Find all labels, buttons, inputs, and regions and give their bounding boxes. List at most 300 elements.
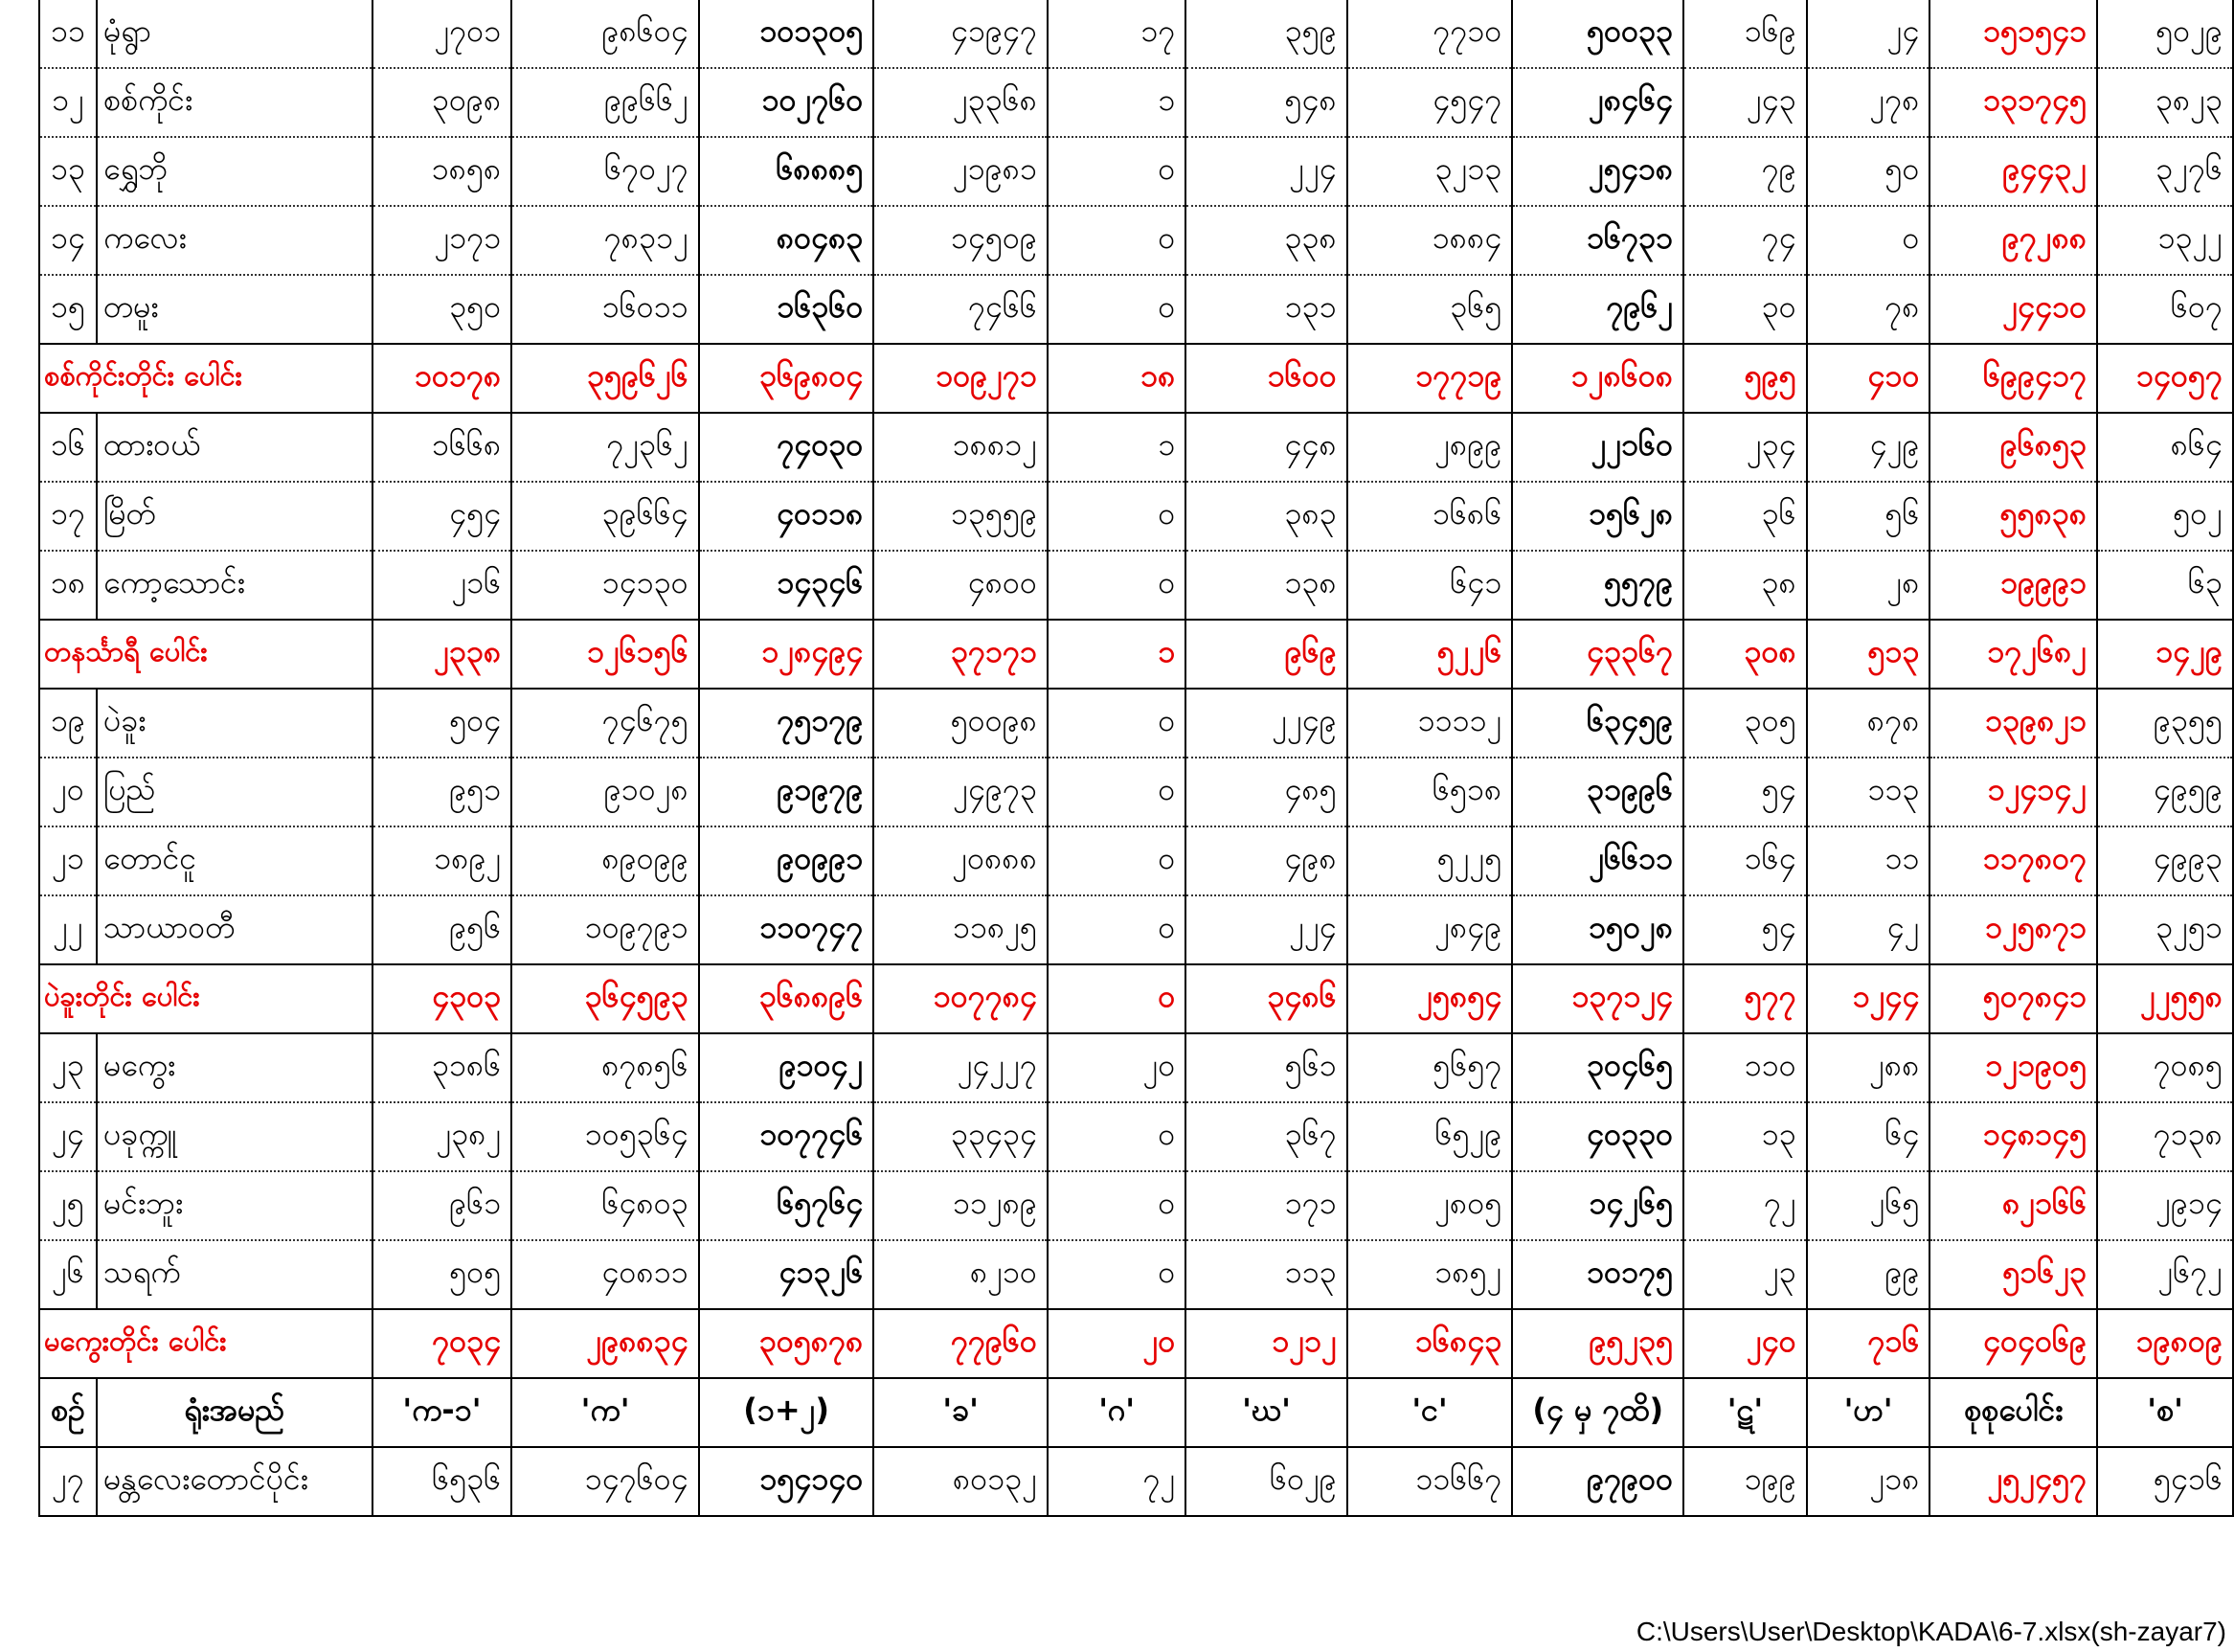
total-label: ပဲခူးတိုင်း ပေါင်း — [39, 964, 372, 1033]
value-cell: ၁၃၅၅၉ — [873, 482, 1048, 551]
row-number: ၁၂ — [39, 68, 97, 137]
value-cell: ၂၂၄၉ — [1185, 689, 1346, 758]
header-cell: 'ဃ' — [1185, 1378, 1346, 1447]
value-cell: ၁ — [1048, 413, 1185, 482]
value-cell: ၄၀၈၁၁ — [511, 1240, 699, 1309]
value-cell: ၁၈၈၁၂ — [873, 413, 1048, 482]
office-name: သာယာဝတီ — [97, 895, 372, 964]
total-cell: ၁၂၆၁၅၆ — [511, 620, 699, 689]
office-name: မင်းဘူး — [97, 1171, 372, 1240]
total-cell: ၄၀၄၀၆၉ — [1929, 1309, 2097, 1378]
value-cell: ၃၆၇ — [1185, 1102, 1346, 1171]
value-cell: ၁ — [1048, 68, 1185, 137]
value-cell: ၂၂၁၆၀ — [1512, 413, 1683, 482]
total-cell: ၃၄၈၆ — [1185, 964, 1346, 1033]
total-cell: ၁၇၇၁၉ — [1347, 344, 1513, 413]
value-cell: ၀ — [1048, 206, 1185, 275]
table-row — [39, 206, 2233, 275]
value-cell: ၇၈ — [1807, 275, 1930, 344]
value-cell: ၀ — [1048, 758, 1185, 826]
value-cell: ၂၀ — [1048, 1033, 1185, 1102]
total-cell: ၅၁၃ — [1807, 620, 1930, 689]
total-cell: ၀ — [1048, 964, 1185, 1033]
value-cell: ၀ — [1048, 137, 1185, 206]
office-name: မန္တလေးတောင်ပိုင်း — [97, 1447, 372, 1516]
header-cell: ရုံးအမည် — [97, 1378, 372, 1447]
header-cell: 'ဟ' — [1807, 1378, 1930, 1447]
value-cell: ၄၈၅ — [1185, 758, 1346, 826]
value-cell: ၁၀၁၃၀၅ — [699, 0, 874, 68]
value-cell: ၃၀၅ — [1683, 689, 1807, 758]
value-cell: ၆၄၈၀၃ — [511, 1171, 699, 1240]
value-cell: ၇၇၁၀ — [1347, 0, 1513, 68]
value-cell: ၁၃ — [1683, 1102, 1807, 1171]
table-row — [39, 1240, 2233, 1309]
value-cell: ၁၃၁ — [1185, 275, 1346, 344]
value-cell: ၀ — [1048, 275, 1185, 344]
file-path-footer: C:\Users\User\Desktop\KADA\6-7.xlsx(sh-zayar7) — [1636, 1617, 2226, 1646]
value-cell: ၇၂၃၆၂ — [511, 413, 699, 482]
office-name: သရက် — [97, 1240, 372, 1309]
value-cell: ၇၉ — [1683, 137, 1807, 206]
value-cell: ၆၅၃၆ — [372, 1447, 512, 1516]
value-cell: ၅၀၄ — [372, 689, 512, 758]
table-row — [39, 413, 2233, 482]
value-cell: ၁၃၁၇၄၅ — [1929, 68, 2097, 137]
value-cell: ၆၄ — [1807, 1102, 1930, 1171]
table-row — [39, 275, 2233, 344]
row-number: ၂၇ — [39, 1447, 97, 1516]
value-cell: ၃၁၉၉၆ — [1512, 758, 1683, 826]
header-cell: 'ဋ' — [1683, 1378, 1807, 1447]
header-cell: (၁+၂) — [699, 1378, 874, 1447]
total-cell: ၂၅၈၅၄ — [1347, 964, 1513, 1033]
office-name: ပဲခူး — [97, 689, 372, 758]
value-cell: ၂၇၀၁ — [372, 0, 512, 68]
total-cell: ၄၃၀၃ — [372, 964, 512, 1033]
table-row — [39, 137, 2233, 206]
total-cell: ၅၉၅ — [1683, 344, 1807, 413]
value-cell: ၅၀၅ — [372, 1240, 512, 1309]
value-cell: ၉၈၆၀၄ — [511, 0, 699, 68]
value-cell: ၆၃၄၅၉ — [1512, 689, 1683, 758]
value-cell: ၁၁ — [1807, 826, 1930, 895]
value-cell: ၅၆ — [1807, 482, 1930, 551]
value-cell: ၂၅၂၄၅၇ — [1929, 1447, 2097, 1516]
value-cell: ၁၂၁၉၀၅ — [1929, 1033, 2097, 1102]
value-cell: ၁၁၀၇၄၇ — [699, 895, 874, 964]
value-cell: ၂၄၉၇၃ — [873, 758, 1048, 826]
row-number: ၂၀ — [39, 758, 97, 826]
value-cell: ၀ — [1048, 1102, 1185, 1171]
table-row — [39, 482, 2233, 551]
total-cell: ၁၆၈၄၃ — [1347, 1309, 1513, 1378]
total-cell: ၃၇၁၇၁ — [873, 620, 1048, 689]
total-cell: ၃၀၅၈၇၈ — [699, 1309, 874, 1378]
value-cell: ၄၂၉ — [1807, 413, 1930, 482]
value-cell: ၁၀၅၃၆၄ — [511, 1102, 699, 1171]
value-cell: ၇၄ — [1683, 206, 1807, 275]
value-cell: ၁၁၀ — [1683, 1033, 1807, 1102]
value-cell: ၃၂၅၁ — [2097, 895, 2233, 964]
header-row — [39, 1378, 2233, 1447]
value-cell: ၉၉ — [1807, 1240, 1930, 1309]
header-cell: 'ဂ' — [1048, 1378, 1185, 1447]
row-number: ၁၆ — [39, 413, 97, 482]
row-number: ၁၁ — [39, 0, 97, 68]
office-name: မြိတ် — [97, 482, 372, 551]
value-cell: ၈၀၁၃၂ — [873, 1447, 1048, 1516]
total-cell: ၄၃၃၆၇ — [1512, 620, 1683, 689]
header-cell: 'စ' — [2097, 1378, 2233, 1447]
value-cell: ၂၁၉၈၁ — [873, 137, 1048, 206]
header-cell: စဉ် — [39, 1378, 97, 1447]
table-row — [39, 1447, 2233, 1516]
value-cell: ၅၀ — [1807, 137, 1930, 206]
data-table — [38, 0, 2234, 1517]
value-cell: ၇၂ — [1048, 1447, 1185, 1516]
total-cell: ၆၉၉၄၁၇ — [1929, 344, 2097, 413]
total-cell: ၁၄၂၉ — [2097, 620, 2233, 689]
value-cell: ၆၄၁ — [1347, 551, 1513, 620]
value-cell: ၂၀၈၈၈ — [873, 826, 1048, 895]
value-cell: ၂၁၇၁ — [372, 206, 512, 275]
value-cell: ၉၆၈၅၃ — [1929, 413, 2097, 482]
value-cell: ၈၂၁၀ — [873, 1240, 1048, 1309]
value-cell: ၉၅၁ — [372, 758, 512, 826]
total-cell: ၁၆၀၀ — [1185, 344, 1346, 413]
value-cell: ၂၃၄ — [1683, 413, 1807, 482]
value-cell: ၆၈၈၈၅ — [699, 137, 874, 206]
value-cell: ၉၇၉၀၀ — [1512, 1447, 1683, 1516]
row-number: ၁၄ — [39, 206, 97, 275]
value-cell: ၃၁၈၆ — [372, 1033, 512, 1102]
value-cell: ၄၀၁၁၈ — [699, 482, 874, 551]
value-cell: ၅၀၀၉၈ — [873, 689, 1048, 758]
total-cell: ၄၁၀ — [1807, 344, 1930, 413]
value-cell: ၁၁၈၂၅ — [873, 895, 1048, 964]
value-cell: ၆၅၂၉ — [1347, 1102, 1513, 1171]
value-cell: ၄၉၅၉ — [2097, 758, 2233, 826]
value-cell: ၆၃ — [2097, 551, 2233, 620]
value-cell: ၈၇၈ — [1807, 689, 1930, 758]
value-cell: ၉၉၆၆၂ — [511, 68, 699, 137]
office-name: တမူး — [97, 275, 372, 344]
value-cell: ၁၅၀၂၈ — [1512, 895, 1683, 964]
total-cell: ၁၂၁၂ — [1185, 1309, 1346, 1378]
value-cell: ၄၁၉၄၇ — [873, 0, 1048, 68]
value-cell: ၉၀၉၉၁ — [699, 826, 874, 895]
office-name: ကော့သောင်း — [97, 551, 372, 620]
value-cell: ၁၁၃ — [1185, 1240, 1346, 1309]
value-cell: ၈၆၄ — [2097, 413, 2233, 482]
value-cell: ၁၆၀၁၁ — [511, 275, 699, 344]
office-name: တောင်ငူ — [97, 826, 372, 895]
value-cell: ၁၈၈၄ — [1347, 206, 1513, 275]
value-cell: ၃၂၁၃ — [1347, 137, 1513, 206]
total-cell: ၃၆၉၈၀၄ — [699, 344, 874, 413]
total-cell: ၂၉၈၈၃၄ — [511, 1309, 699, 1378]
value-cell: ၃၀၉၈ — [372, 68, 512, 137]
row-number: ၁၃ — [39, 137, 97, 206]
value-cell: ၁၈၅၂ — [1347, 1240, 1513, 1309]
value-cell: ၇၄၀၃၀ — [699, 413, 874, 482]
value-cell: ၁၄၂၆၅ — [1512, 1171, 1683, 1240]
value-cell: ၁၀၉၇၉၁ — [511, 895, 699, 964]
row-number: ၂၁ — [39, 826, 97, 895]
row-number: ၂၆ — [39, 1240, 97, 1309]
value-cell: ၉၄၄၃၂ — [1929, 137, 2097, 206]
value-cell: ၂၈ — [1807, 551, 1930, 620]
value-cell: ၃၈၃ — [1185, 482, 1346, 551]
value-cell: ၈၇၈၅၆ — [511, 1033, 699, 1102]
value-cell: ၁၃၂၂ — [2097, 206, 2233, 275]
table-row — [39, 551, 2233, 620]
total-cell: ၃၅၉၆၂၆ — [511, 344, 699, 413]
value-cell: ၃၂၇၆ — [2097, 137, 2233, 206]
value-cell: ၂၂၄ — [1185, 895, 1346, 964]
total-cell: ၁ — [1048, 620, 1185, 689]
value-cell: ၁၆၈၆ — [1347, 482, 1513, 551]
value-cell: ၅၀၂၉ — [2097, 0, 2233, 68]
value-cell: ၁၅၄၁၄၀ — [699, 1447, 874, 1516]
value-cell: ၃၈၂၃ — [2097, 68, 2233, 137]
value-cell: ၁၆၆၈ — [372, 413, 512, 482]
table-row — [39, 1102, 2233, 1171]
total-row — [39, 1309, 2233, 1378]
value-cell: ၀ — [1048, 689, 1185, 758]
value-cell: ၁၀၂၇၆၀ — [699, 68, 874, 137]
value-cell: ၀ — [1048, 551, 1185, 620]
value-cell: ၅၆၁ — [1185, 1033, 1346, 1102]
value-cell: ၁၄၈၁၄၅ — [1929, 1102, 2097, 1171]
value-cell: ၀ — [1807, 206, 1930, 275]
value-cell: ၉၁၀၂၈ — [511, 758, 699, 826]
value-cell: ၃၅၀ — [372, 275, 512, 344]
value-cell: ၁၁၂၈၉ — [873, 1171, 1048, 1240]
table-row — [39, 0, 2233, 68]
total-cell: ၁၀၁၇၈ — [372, 344, 512, 413]
value-cell: ၅၅၈၃၈ — [1929, 482, 2097, 551]
total-cell: ၁၂၄၄ — [1807, 964, 1930, 1033]
row-number: ၂၄ — [39, 1102, 97, 1171]
total-cell: ၃၀၈ — [1683, 620, 1807, 689]
office-name: မုံရွာ — [97, 0, 372, 68]
value-cell: ၇၂ — [1683, 1171, 1807, 1240]
row-number: ၂၃ — [39, 1033, 97, 1102]
value-cell: ၂၈၄၉ — [1347, 895, 1513, 964]
header-cell: 'က' — [511, 1378, 699, 1447]
value-cell: ၅၄၈ — [1185, 68, 1346, 137]
header-cell: (၄ မှ ၇ထိ) — [1512, 1378, 1683, 1447]
value-cell: ၁၀၁၇၅ — [1512, 1240, 1683, 1309]
value-cell: ၂၄၃ — [1683, 68, 1807, 137]
total-cell: ၃၆၈၈၉၆ — [699, 964, 874, 1033]
value-cell: ၅၂၂၅ — [1347, 826, 1513, 895]
total-cell: ၂၄၀ — [1683, 1309, 1807, 1378]
value-cell: ၂၁၈ — [1807, 1447, 1930, 1516]
value-cell: ၉၅၆ — [372, 895, 512, 964]
value-cell: ၁၀၇၇၄၆ — [699, 1102, 874, 1171]
value-cell: ၁၈၉၂ — [372, 826, 512, 895]
table-body — [39, 0, 2233, 1516]
total-cell: ၇၀၃၄ — [372, 1309, 512, 1378]
value-cell: ၉၆၁ — [372, 1171, 512, 1240]
value-cell: ၁၁၆၆၇ — [1347, 1447, 1513, 1516]
value-cell: ၂၈၈ — [1807, 1033, 1930, 1102]
value-cell: ၃၆ — [1683, 482, 1807, 551]
value-cell: ၁၆၄ — [1683, 826, 1807, 895]
value-cell: ၂၉၁၄ — [2097, 1171, 2233, 1240]
value-cell: ၃၉၆၆၄ — [511, 482, 699, 551]
value-cell: ၂၈၉၉ — [1347, 413, 1513, 482]
office-name: ထားဝယ် — [97, 413, 372, 482]
value-cell: ၆၅၇၆၄ — [699, 1171, 874, 1240]
office-name: ပြည် — [97, 758, 372, 826]
value-cell: ၂၈၄၆၄ — [1512, 68, 1683, 137]
total-label: တနင်္သာရီ ပေါင်း — [39, 620, 372, 689]
value-cell: ၂၃ — [1683, 1240, 1807, 1309]
header-cell: 'င' — [1347, 1378, 1513, 1447]
value-cell: ၁၁၁၁၂ — [1347, 689, 1513, 758]
value-cell: ၁၁၇၈၀၇ — [1929, 826, 2097, 895]
value-cell: ၂၂၄ — [1185, 137, 1346, 206]
total-cell: ၁၂၈၄၉၄ — [699, 620, 874, 689]
value-cell: ၁၁၃ — [1807, 758, 1930, 826]
total-label: မကွေးတိုင်း ပေါင်း — [39, 1309, 372, 1378]
table-row — [39, 895, 2233, 964]
value-cell: ၇၁၃၈ — [2097, 1102, 2233, 1171]
total-cell: ၃၆၄၅၉၃ — [511, 964, 699, 1033]
value-cell: ၃၃၈ — [1185, 206, 1346, 275]
value-cell: ၉၇၂၈၈ — [1929, 206, 2097, 275]
value-cell: ၂၁၆ — [372, 551, 512, 620]
value-cell: ၃၀၄၆၅ — [1512, 1033, 1683, 1102]
header-cell: 'က-၁' — [372, 1378, 512, 1447]
total-cell: ၁၀၇၇၈၄ — [873, 964, 1048, 1033]
value-cell: ၂၇၈ — [1807, 68, 1930, 137]
total-cell: ၁၇၂၆၈၂ — [1929, 620, 2097, 689]
value-cell: ၁၂၅၈၇၁ — [1929, 895, 2097, 964]
value-cell: ၃၀ — [1683, 275, 1807, 344]
row-number: ၁၈ — [39, 551, 97, 620]
total-cell: ၁၄၀၅၇ — [2097, 344, 2233, 413]
value-cell: ၄၅၄ — [372, 482, 512, 551]
value-cell: ၈၉၀၉၉ — [511, 826, 699, 895]
value-cell: ၂၄ — [1807, 0, 1930, 68]
table-row — [39, 689, 2233, 758]
total-row — [39, 344, 2233, 413]
value-cell: ၇၄၆၇၅ — [511, 689, 699, 758]
value-cell: ၅၀၂ — [2097, 482, 2233, 551]
value-cell: ၃၈ — [1683, 551, 1807, 620]
total-cell: ၂၀ — [1048, 1309, 1185, 1378]
value-cell: ၁၉၉၉၁ — [1929, 551, 2097, 620]
value-cell: ၄၂ — [1807, 895, 1930, 964]
value-cell: ၂၆၆၁၁ — [1512, 826, 1683, 895]
total-cell: ၅၇၇ — [1683, 964, 1807, 1033]
row-number: ၁၅ — [39, 275, 97, 344]
value-cell: ၆၀၇ — [2097, 275, 2233, 344]
value-cell: ၅၄၁၆ — [2097, 1447, 2233, 1516]
value-cell: ၂၆၇၂ — [2097, 1240, 2233, 1309]
value-cell: ၄၉၈ — [1185, 826, 1346, 895]
table-row — [39, 826, 2233, 895]
total-cell: ၂၂၅၅၈ — [2097, 964, 2233, 1033]
value-cell: ၇၈၃၁၂ — [511, 206, 699, 275]
value-cell: ၁၆၃၆၀ — [699, 275, 874, 344]
total-cell: ၂၃၃၈ — [372, 620, 512, 689]
value-cell: ၁၂၄၁၄၂ — [1929, 758, 2097, 826]
total-cell: ၁၈ — [1048, 344, 1185, 413]
value-cell: ၁၅၁၅၄၁ — [1929, 0, 2097, 68]
value-cell: ၃၃၄၃၄ — [873, 1102, 1048, 1171]
value-cell: ၄၅၄၇ — [1347, 68, 1513, 137]
total-cell: ၉၆၉ — [1185, 620, 1346, 689]
value-cell: ၁၄၅၀၉ — [873, 206, 1048, 275]
value-cell: ၂၃၈၂ — [372, 1102, 512, 1171]
value-cell: ၂၄၂၂၇ — [873, 1033, 1048, 1102]
value-cell: ၄၉၉၃ — [2097, 826, 2233, 895]
total-cell: ၉၅၂၃၅ — [1512, 1309, 1683, 1378]
total-row — [39, 620, 2233, 689]
office-name: မကွေး — [97, 1033, 372, 1102]
value-cell: ၆၇၀၂၇ — [511, 137, 699, 206]
total-cell: ၅၂၂၆ — [1347, 620, 1513, 689]
value-cell: ၆၀၂၉ — [1185, 1447, 1346, 1516]
row-number: ၁၇ — [39, 482, 97, 551]
value-cell: ၁၄၃၄၆ — [699, 551, 874, 620]
value-cell: ၀ — [1048, 895, 1185, 964]
total-cell: ၁၀၉၂၇၁ — [873, 344, 1048, 413]
value-cell: ၁၄၁၃၀ — [511, 551, 699, 620]
value-cell: ၅၁၆၂၃ — [1929, 1240, 2097, 1309]
value-cell: ၅၅၇၉ — [1512, 551, 1683, 620]
total-cell: ၇၁၆ — [1807, 1309, 1930, 1378]
value-cell: ၇၅၁၇၉ — [699, 689, 874, 758]
value-cell: ၃၆၅ — [1347, 275, 1513, 344]
header-cell: စုစုပေါင်း — [1929, 1378, 2097, 1447]
value-cell: ၈၀၄၈၃ — [699, 206, 874, 275]
table-row — [39, 1033, 2233, 1102]
value-cell: ၇၄၆၆ — [873, 275, 1048, 344]
value-cell: ၇၀၈၅ — [2097, 1033, 2233, 1102]
value-cell: ၁၄၇၆၀၄ — [511, 1447, 699, 1516]
value-cell: ၁၅၆၂၈ — [1512, 482, 1683, 551]
total-label: စစ်ကိုင်းတိုင်း ပေါင်း — [39, 344, 372, 413]
value-cell: ၄၄၈ — [1185, 413, 1346, 482]
table-row — [39, 758, 2233, 826]
total-cell: ၇၇၉၆၀ — [873, 1309, 1048, 1378]
value-cell: ၀ — [1048, 482, 1185, 551]
row-number: ၂၂ — [39, 895, 97, 964]
header-cell: 'ခ' — [873, 1378, 1048, 1447]
value-cell: ၂၈၀၅ — [1347, 1171, 1513, 1240]
office-name: စစ်ကိုင်း — [97, 68, 372, 137]
value-cell: ၀ — [1048, 1171, 1185, 1240]
table-row — [39, 1171, 2233, 1240]
value-cell: ၂၃၃၆၈ — [873, 68, 1048, 137]
value-cell: ၀ — [1048, 1240, 1185, 1309]
value-cell: ၂၅၄၁၈ — [1512, 137, 1683, 206]
total-cell: ၁၉၈၀၉ — [2097, 1309, 2233, 1378]
value-cell: ၅၄ — [1683, 895, 1807, 964]
value-cell: ၁၃၈ — [1185, 551, 1346, 620]
value-cell: ၉၁၉၇၉ — [699, 758, 874, 826]
value-cell: ၇၉၆၂ — [1512, 275, 1683, 344]
table-row — [39, 68, 2233, 137]
office-name: ကလေး — [97, 206, 372, 275]
